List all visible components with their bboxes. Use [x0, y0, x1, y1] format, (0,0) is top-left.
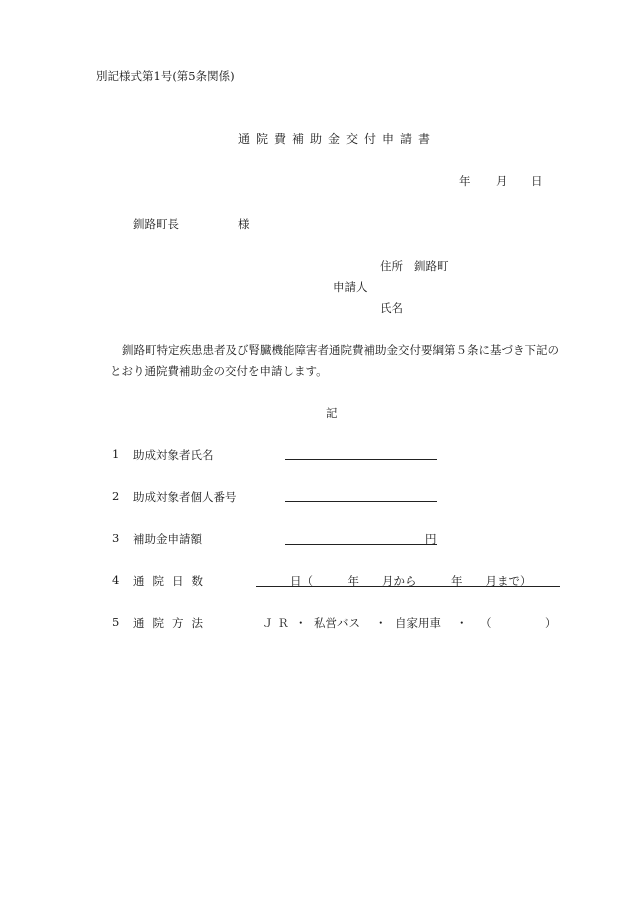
item-5-option-private-bus: 私営バス: [314, 616, 360, 630]
item-3-unit: 円: [425, 532, 437, 546]
form-label: 別記様式第1号(第5条関係): [96, 69, 235, 83]
item-5-option-jr: ＪＲ: [262, 616, 293, 630]
item-4-underline: [256, 586, 560, 587]
item-1-number: 1: [112, 447, 120, 461]
date-month: 月: [496, 174, 508, 188]
item-2-number: 2: [112, 489, 120, 503]
item-5-paren-open: （: [480, 616, 492, 630]
item-4-field: 日（ 年 月から 年 月まで）: [290, 574, 532, 588]
applicant-label: 申請人: [333, 280, 368, 294]
item-4-label: 通院日数: [133, 574, 211, 588]
item-2-blank-line: [285, 501, 437, 502]
date-day: 日: [531, 174, 543, 188]
name-label: 氏名: [380, 301, 403, 315]
ki-heading: 記: [326, 406, 338, 420]
item-4-number: 4: [112, 573, 120, 587]
document-title: 通院費補助金交付申請書: [238, 132, 437, 146]
addressee-honorific: 様: [238, 217, 250, 231]
item-3-number: 3: [112, 531, 120, 545]
address-value: 釧路町: [414, 259, 449, 273]
item-3-blank-line: [285, 544, 437, 545]
addressee-name: 釧路町長: [133, 217, 179, 231]
item-5-number: 5: [112, 615, 120, 629]
item-5-separator-1: ・: [295, 616, 307, 630]
item-1-label: 助成対象者氏名: [133, 448, 214, 462]
item-5-label: 通院方法: [133, 616, 211, 630]
date-year: 年: [459, 174, 471, 188]
item-2-label: 助成対象者個人番号: [133, 490, 237, 504]
item-5-paren-close: ）: [545, 616, 557, 630]
body-line-1: 釧路町特定疾患患者及び腎臓機能障害者通院費補助金交付要綱第５条に基づき下記の: [122, 343, 559, 357]
address-label: 住所: [380, 259, 403, 273]
item-5-separator-3: ・: [456, 616, 468, 630]
body-line-2: とおり通院費補助金の交付を申請します。: [110, 364, 328, 378]
item-1-blank-line: [285, 459, 437, 460]
item-5-separator-2: ・: [375, 616, 387, 630]
item-3-label: 補助金申請額: [133, 532, 202, 546]
item-5-option-private-car: 自家用車: [395, 616, 441, 630]
